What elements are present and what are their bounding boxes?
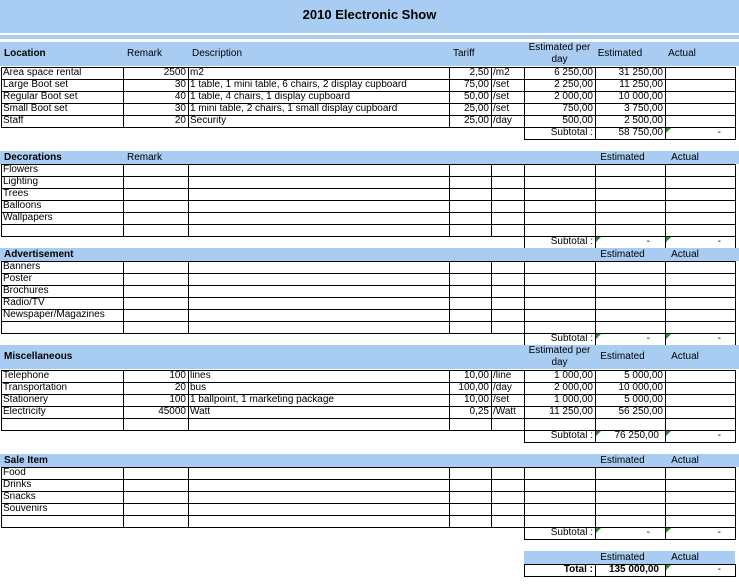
sale-cell[interactable]: [123, 491, 188, 503]
advertisement-cell[interactable]: [491, 297, 524, 309]
decorations-cell[interactable]: [524, 200, 595, 212]
location-row-remark[interactable]: 2500: [163, 67, 186, 78]
decorations-cell[interactable]: [449, 224, 491, 236]
grid-line: [524, 539, 736, 540]
decorations-cell[interactable]: [491, 176, 524, 188]
misc-header-estimated: Estimated: [600, 351, 645, 362]
cell-comment-marker-icon: [596, 334, 601, 339]
location-row-item[interactable]: Regular Boot set: [3, 91, 78, 102]
misc-row-remark[interactable]: 45000: [158, 406, 186, 417]
sale-header-estimated: Estimated: [600, 455, 645, 466]
misc-row-remark[interactable]: 20: [174, 382, 186, 393]
advertisement-item[interactable]: Poster: [3, 273, 32, 284]
advertisement-cell[interactable]: [188, 309, 449, 321]
sale-cell[interactable]: [665, 491, 735, 503]
cell-comment-marker-icon: [666, 565, 671, 570]
location-header-actual: Actual: [668, 48, 696, 59]
location-row-actual[interactable]: [665, 115, 735, 127]
grid-line: [735, 430, 736, 443]
location-row-unit[interactable]: /set: [493, 91, 510, 102]
misc-header-actual: Actual: [671, 351, 699, 362]
location-row-description[interactable]: 1 table, 4 chairs, 1 display cupboard: [190, 91, 351, 102]
decorations-cell[interactable]: [449, 212, 491, 224]
decorations-cell[interactable]: [188, 200, 449, 212]
decorations-cell[interactable]: [123, 224, 188, 236]
sale-item[interactable]: [1, 515, 123, 527]
location-row-per-day[interactable]: 2 000,00: [554, 91, 593, 102]
decorations-cell[interactable]: [491, 212, 524, 224]
sale-cell[interactable]: [491, 515, 524, 527]
decorations-item[interactable]: Flowers: [3, 164, 39, 175]
grid-line: [735, 67, 736, 128]
location-header-description: Description: [192, 48, 243, 59]
location-row-estimated[interactable]: 2 500,00: [624, 115, 663, 126]
location-row-unit[interactable]: /day: [493, 115, 512, 126]
sale-item[interactable]: Drinks: [3, 479, 32, 490]
advertisement-cell[interactable]: [449, 273, 491, 285]
decorations-cell[interactable]: [524, 176, 595, 188]
misc-row-estimated[interactable]: 5 000,00: [624, 394, 663, 405]
advertisement-item[interactable]: Banners: [3, 261, 41, 272]
sale-cell[interactable]: [524, 515, 595, 527]
misc-row-unit[interactable]: /day: [493, 382, 512, 393]
location-row-remark[interactable]: 30: [174, 79, 186, 90]
decorations-cell[interactable]: [123, 188, 188, 200]
decorations-item[interactable]: Trees: [3, 188, 29, 199]
advertisement-cell[interactable]: [188, 285, 449, 297]
sale-cell[interactable]: [524, 479, 595, 491]
total-header-estimated: Estimated: [600, 552, 645, 563]
sale-cell[interactable]: [188, 479, 449, 491]
advertisement-cell[interactable]: [524, 309, 595, 321]
misc-subtotal-actual[interactable]: -: [717, 430, 721, 441]
location-row-estimated[interactable]: 31 250,00: [618, 67, 663, 78]
decorations-cell[interactable]: [188, 224, 449, 236]
advertisement-cell[interactable]: [524, 285, 595, 297]
grid-line: [735, 127, 736, 140]
total-label: Total :: [563, 564, 593, 575]
misc-row-unit[interactable]: /set: [493, 394, 510, 405]
cell-comment-marker-icon: [596, 431, 601, 436]
misc-row-description[interactable]: bus: [190, 382, 207, 393]
sale-cell[interactable]: [595, 491, 665, 503]
sale-cell[interactable]: [449, 515, 491, 527]
misc-row-tariff[interactable]: 100,00: [458, 382, 489, 393]
advertisement-cell[interactable]: [524, 261, 595, 273]
sale-cell[interactable]: [595, 515, 665, 527]
misc-row-per-day[interactable]: 11 250,00: [549, 406, 593, 417]
decorations-cell[interactable]: [491, 164, 524, 176]
misc-row-item[interactable]: Electricity: [3, 406, 46, 417]
sale-cell[interactable]: [123, 503, 188, 515]
misc-row-remark[interactable]: 100: [169, 370, 186, 381]
sale-cell[interactable]: [188, 467, 449, 479]
sale-cell[interactable]: [524, 491, 595, 503]
sale-cell[interactable]: [524, 467, 595, 479]
misc-row-description[interactable]: 1 ballpoint, 1 marketing package: [190, 394, 334, 405]
location-subtotal-estimated[interactable]: 58 750,00: [618, 127, 663, 138]
advertisement-header-label: Advertisement: [4, 249, 74, 260]
decorations-cell[interactable]: [449, 200, 491, 212]
advertisement-cell[interactable]: [524, 273, 595, 285]
decorations-cell[interactable]: [524, 224, 595, 236]
misc-row-actual[interactable]: [665, 406, 735, 418]
location-row-item[interactable]: Area space rental: [3, 67, 82, 78]
advertisement-cell[interactable]: [449, 261, 491, 273]
advertisement-item[interactable]: Newspaper/Magazines: [3, 309, 105, 320]
sale-cell[interactable]: [595, 503, 665, 515]
location-row-per-day[interactable]: 2 250,00: [554, 79, 593, 90]
location-row-remark[interactable]: 20: [174, 115, 186, 126]
sale-subtotal-actual[interactable]: -: [717, 527, 721, 538]
advertisement-cell[interactable]: [188, 321, 449, 333]
sale-cell[interactable]: [665, 503, 735, 515]
decorations-cell[interactable]: [123, 212, 188, 224]
decorations-cell[interactable]: [665, 212, 735, 224]
location-row-item[interactable]: Staff: [3, 115, 24, 126]
decorations-cell[interactable]: [665, 164, 735, 176]
decorations-cell[interactable]: [595, 200, 665, 212]
misc-row-tariff[interactable]: 10,00: [463, 370, 489, 381]
grid-line: [524, 139, 736, 140]
location-row-actual[interactable]: [665, 103, 735, 115]
sale-cell[interactable]: [665, 479, 735, 491]
location-row-actual[interactable]: [665, 91, 735, 103]
misc-subtotal-label: Subtotal :: [550, 430, 593, 441]
sale-cell[interactable]: [491, 479, 524, 491]
advertisement-cell[interactable]: [595, 261, 665, 273]
location-row-unit[interactable]: /set: [493, 79, 510, 90]
decorations-cell[interactable]: [665, 188, 735, 200]
advertisement-cell[interactable]: [123, 321, 188, 333]
page-title: 2010 Electronic Show: [302, 9, 437, 22]
advertisement-cell[interactable]: [123, 273, 188, 285]
decorations-cell[interactable]: [491, 188, 524, 200]
location-row-unit[interactable]: /m2: [493, 67, 510, 78]
advertisement-cell[interactable]: [491, 309, 524, 321]
advertisement-cell[interactable]: [524, 297, 595, 309]
sale-cell[interactable]: [188, 503, 449, 515]
advertisement-cell[interactable]: [491, 261, 524, 273]
decorations-header-label: Decorations: [4, 152, 62, 163]
misc-row-per-day[interactable]: 1 000,00: [554, 370, 593, 381]
advertisement-cell[interactable]: [595, 321, 665, 333]
decorations-item[interactable]: Balloons: [3, 200, 42, 211]
misc-row-actual[interactable]: [665, 394, 735, 406]
decorations-cell[interactable]: [449, 164, 491, 176]
location-row-description[interactable]: m2: [190, 67, 204, 78]
sale-cell[interactable]: [491, 503, 524, 515]
advertisement-header-estimated: Estimated: [600, 249, 645, 260]
decorations-cell[interactable]: [123, 176, 188, 188]
misc-subtotal-estimated[interactable]: 76 250,00: [614, 430, 659, 441]
decorations-subtotal-estimated[interactable]: -: [646, 236, 650, 247]
location-row-per-day[interactable]: 750,00: [562, 103, 593, 114]
sale-cell[interactable]: [595, 467, 665, 479]
location-row-tariff[interactable]: 25,00: [463, 103, 489, 114]
location-row-tariff[interactable]: 2,50: [469, 67, 489, 78]
decorations-item[interactable]: [1, 224, 123, 236]
cell-comment-marker-icon: [666, 528, 671, 533]
cell-comment-marker-icon: [666, 237, 671, 242]
advertisement-subtotal-label: Subtotal :: [550, 333, 593, 344]
misc-row-estimated[interactable]: 10 000,00: [618, 382, 663, 393]
sale-item[interactable]: Snacks: [3, 491, 36, 502]
location-row-per-day[interactable]: 500,00: [562, 115, 593, 126]
cell-comment-marker-icon: [596, 237, 601, 242]
location-row-actual[interactable]: [665, 67, 735, 79]
misc-row-unit[interactable]: /line: [493, 370, 512, 381]
advertisement-cell[interactable]: [188, 261, 449, 273]
decorations-cell[interactable]: [524, 164, 595, 176]
advertisement-cell[interactable]: [449, 321, 491, 333]
misc-row-estimated[interactable]: 56 250,00: [618, 406, 663, 417]
decorations-header-estimated: Estimated: [600, 152, 645, 163]
total-header-actual: Actual: [671, 552, 699, 563]
decorations-cell[interactable]: [188, 164, 449, 176]
location-row-remark[interactable]: 30: [174, 103, 186, 114]
location-subtotal-actual[interactable]: -: [717, 127, 721, 138]
advertisement-cell[interactable]: [665, 297, 735, 309]
misc-row-actual[interactable]: [665, 382, 735, 394]
sale-item[interactable]: Food: [3, 467, 26, 478]
location-row-item[interactable]: Small Boot set: [3, 103, 68, 114]
location-row-item[interactable]: Large Boot set: [3, 79, 69, 90]
advertisement-cell[interactable]: [449, 285, 491, 297]
decorations-cell[interactable]: [123, 164, 188, 176]
sale-cell[interactable]: [449, 503, 491, 515]
decorations-item[interactable]: Lighting: [3, 176, 39, 187]
misc-row-estimated[interactable]: 5 000,00: [624, 370, 663, 381]
sale-cell[interactable]: [524, 503, 595, 515]
cell-comment-marker-icon: [666, 431, 671, 436]
advertisement-cell[interactable]: [491, 273, 524, 285]
location-row-remark[interactable]: 40: [174, 91, 186, 102]
location-header-remark: Remark: [127, 48, 163, 59]
misc-row-tariff[interactable]: 0,25: [469, 406, 489, 417]
sale-subtotal-estimated[interactable]: -: [646, 527, 650, 538]
decorations-subtotal-label: Subtotal :: [550, 236, 593, 247]
grid-line: [524, 442, 736, 443]
sale-cell[interactable]: [491, 467, 524, 479]
advertisement-subtotal-estimated[interactable]: -: [646, 333, 650, 344]
advertisement-cell[interactable]: [188, 297, 449, 309]
location-row-estimated[interactable]: 10 000,00: [618, 91, 663, 102]
decorations-cell[interactable]: [595, 212, 665, 224]
advertisement-cell[interactable]: [595, 285, 665, 297]
location-header-est-per-day: Estimated per day: [528, 42, 591, 65]
advertisement-cell[interactable]: [665, 309, 735, 321]
location-row-estimated[interactable]: 3 750,00: [624, 103, 663, 114]
advertisement-subtotal-actual[interactable]: -: [717, 333, 721, 344]
misc-row-item[interactable]: Transportation: [3, 382, 68, 393]
advertisement-cell[interactable]: [665, 285, 735, 297]
location-header-estimated: Estimated: [597, 48, 643, 59]
cell-comment-marker-icon: [596, 528, 601, 533]
sale-cell[interactable]: [449, 467, 491, 479]
misc-row-per-day[interactable]: 1 000,00: [554, 394, 593, 405]
decorations-cell[interactable]: [665, 224, 735, 236]
sale-cell[interactable]: [123, 515, 188, 527]
grid-line: [735, 261, 736, 334]
grid-line: [524, 576, 736, 577]
advertisement-cell[interactable]: [188, 273, 449, 285]
advertisement-item[interactable]: Radio/TV: [3, 297, 45, 308]
advertisement-cell[interactable]: [595, 297, 665, 309]
decorations-cell[interactable]: [524, 188, 595, 200]
advertisement-cell[interactable]: [123, 297, 188, 309]
advertisement-header-actual: Actual: [671, 249, 699, 260]
decorations-cell[interactable]: [449, 176, 491, 188]
advertisement-cell[interactable]: [449, 309, 491, 321]
misc-header-label: Miscellaneous: [4, 351, 73, 362]
location-row-actual[interactable]: [665, 79, 735, 91]
location-header-tariff: Tariff: [453, 48, 475, 59]
decorations-cell[interactable]: [524, 212, 595, 224]
sale-cell[interactable]: [188, 491, 449, 503]
location-row-tariff[interactable]: 50,00: [463, 91, 489, 102]
decorations-cell[interactable]: [188, 212, 449, 224]
sale-cell[interactable]: [188, 515, 449, 527]
misc-header-est-per-day: Estimated per day: [528, 345, 591, 368]
decorations-cell[interactable]: [491, 224, 524, 236]
location-row-description[interactable]: Security: [190, 115, 227, 126]
advertisement-item[interactable]: [1, 321, 123, 333]
decorations-cell[interactable]: [595, 224, 665, 236]
decorations-cell[interactable]: [595, 164, 665, 176]
decorations-cell[interactable]: [491, 200, 524, 212]
grid-line: [1, 418, 736, 419]
location-header-label: Location: [4, 48, 46, 59]
decorations-cell[interactable]: [188, 188, 449, 200]
misc-row-description[interactable]: lines: [190, 370, 211, 381]
decorations-cell[interactable]: [188, 176, 449, 188]
decorations-subtotal-actual[interactable]: -: [717, 236, 721, 247]
misc-row-description[interactable]: Watt: [190, 406, 211, 417]
total-actual[interactable]: -: [717, 564, 721, 575]
cell-comment-marker-icon: [666, 128, 671, 133]
grid-line: [735, 564, 736, 577]
advertisement-cell[interactable]: [123, 309, 188, 321]
advertisement-item[interactable]: Brochures: [3, 285, 49, 296]
sale-cell[interactable]: [665, 515, 735, 527]
title-band-2: [0, 35, 739, 39]
sale-subtotal-label: Subtotal :: [550, 527, 593, 538]
grid-line: [735, 370, 736, 431]
sale-cell[interactable]: [595, 479, 665, 491]
location-row-per-day[interactable]: 6 250,00: [554, 67, 593, 78]
location-row-unit[interactable]: /set: [493, 103, 510, 114]
advertisement-cell[interactable]: [491, 285, 524, 297]
decorations-cell[interactable]: [595, 176, 665, 188]
advertisement-cell[interactable]: [595, 309, 665, 321]
advertisement-cell[interactable]: [123, 285, 188, 297]
advertisement-cell[interactable]: [123, 261, 188, 273]
advertisement-cell[interactable]: [595, 273, 665, 285]
sale-cell[interactable]: [123, 467, 188, 479]
misc-row-item[interactable]: Stationery: [3, 394, 49, 405]
advertisement-cell[interactable]: [665, 321, 735, 333]
decorations-header-actual: Actual: [671, 152, 699, 163]
decorations-cell[interactable]: [595, 188, 665, 200]
sale-cell[interactable]: [449, 479, 491, 491]
location-row-estimated[interactable]: 11 250,00: [619, 79, 663, 90]
misc-row-item[interactable]: Telephone: [3, 370, 50, 381]
location-row-tariff[interactable]: 25,00: [463, 115, 489, 126]
location-row-description[interactable]: 1 table, 1 mini table, 6 chairs, 2 display cupboard: [190, 79, 407, 90]
misc-row-per-day[interactable]: 2 000,00: [554, 382, 593, 393]
advertisement-cell[interactable]: [524, 321, 595, 333]
advertisement-cell[interactable]: [449, 297, 491, 309]
misc-row-actual[interactable]: [665, 370, 735, 382]
grid-line: [735, 467, 736, 528]
decorations-cell[interactable]: [665, 176, 735, 188]
sale-header-label: Sale Item: [4, 455, 48, 466]
decorations-cell[interactable]: [449, 188, 491, 200]
grid-line: [735, 527, 736, 540]
grid-line: [735, 164, 736, 237]
cell-comment-marker-icon: [666, 334, 671, 339]
sale-cell[interactable]: [491, 491, 524, 503]
advertisement-cell[interactable]: [491, 321, 524, 333]
misc-row-remark[interactable]: 100: [169, 394, 186, 405]
advertisement-cell[interactable]: [665, 273, 735, 285]
location-row-tariff[interactable]: 75,00: [463, 79, 489, 90]
sale-cell[interactable]: [665, 467, 735, 479]
misc-row-unit[interactable]: /Watt: [493, 406, 516, 417]
sale-cell[interactable]: [123, 479, 188, 491]
sale-item[interactable]: Souvenirs: [3, 503, 48, 514]
location-subtotal-label: Subtotal :: [550, 127, 593, 138]
sale-header-actual: Actual: [671, 455, 699, 466]
decorations-cell[interactable]: [665, 200, 735, 212]
decorations-header-remark: Remark: [127, 152, 163, 163]
advertisement-cell[interactable]: [665, 261, 735, 273]
decorations-item[interactable]: Wallpapers: [3, 212, 53, 223]
total-estimated[interactable]: 135 000,00: [608, 564, 659, 575]
location-row-description[interactable]: 1 mini table, 2 chairs, 1 small display cupboard: [190, 103, 398, 114]
sale-cell[interactable]: [449, 491, 491, 503]
decorations-cell[interactable]: [123, 200, 188, 212]
misc-row-tariff[interactable]: 10,00: [463, 394, 489, 405]
